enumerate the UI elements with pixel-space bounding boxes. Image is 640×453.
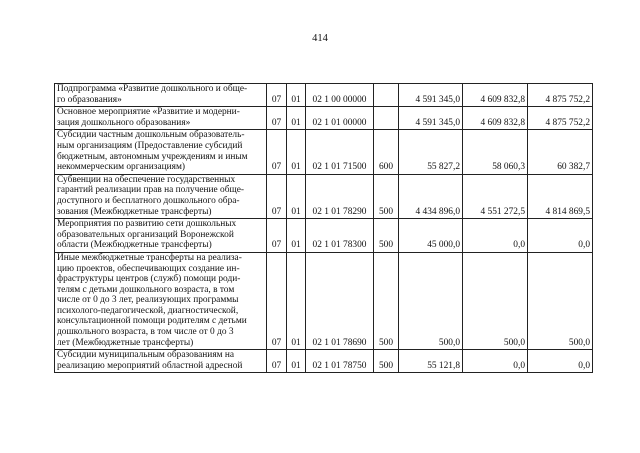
- item-name-line: Иные межбюджетные трансферты на реализа-: [57, 252, 242, 263]
- amount-year2-cell: 4 609 832,8: [463, 84, 528, 107]
- amount-year2-cell: 4 609 832,8: [463, 107, 528, 130]
- amount-year2-cell: 0,0: [463, 219, 528, 253]
- table-row: [55, 219, 593, 253]
- section-code-cell: 07: [267, 130, 287, 174]
- item-name-line: телям с детьми дошкольного возраста, в том: [57, 284, 235, 295]
- amount-year3-cell: 4 875 752,2: [528, 84, 593, 107]
- subsection-code-cell: 01: [287, 174, 306, 218]
- budget-table: [54, 83, 593, 373]
- amount-year1-cell: 55 121,8: [399, 350, 463, 373]
- item-name-line: образовательных организаций Воронежской: [57, 229, 234, 240]
- target-article-cell: 02 1 01 78690: [306, 252, 374, 349]
- amount-year3-cell: 60 382,7: [528, 130, 593, 174]
- expense-type-cell: [374, 107, 399, 130]
- item-name-line: Мероприятия по развитию сети дошкольных: [57, 219, 237, 230]
- item-name-line: бюджетным, автономным учреждениям и иным: [57, 151, 248, 162]
- section-code-cell: 07: [267, 350, 287, 373]
- table-row: [55, 84, 593, 107]
- subsection-code-cell: 01: [287, 219, 306, 253]
- section-code-cell: 07: [267, 252, 287, 349]
- item-name-line: дошкольного возраста, в том числе от 0 до 3: [57, 327, 234, 338]
- item-name-line: доступного и бесплатного дошкольного обра-: [57, 195, 240, 206]
- item-name-line: го образования»: [57, 94, 122, 105]
- expense-type-cell: 600: [374, 130, 399, 174]
- table-row: [55, 174, 593, 218]
- expense-type-cell: [374, 84, 399, 107]
- item-name-cell: [55, 174, 267, 218]
- section-code-cell: 07: [267, 84, 287, 107]
- item-name-line: фраструктуры центров (служб) помощи роди-: [57, 274, 241, 285]
- expense-type-cell: 500: [374, 174, 399, 218]
- section-code-cell: 07: [267, 107, 287, 130]
- item-name-line: зация дошкольного образования»: [57, 117, 191, 128]
- amount-year3-cell: 4 814 869,5: [528, 174, 593, 218]
- subsection-code-cell: 01: [287, 107, 306, 130]
- section-code-cell: 07: [267, 219, 287, 253]
- item-name-line: области (Межбюджетные трансферты): [57, 240, 212, 251]
- item-name-line: Подпрограмма «Развитие дошкольного и обще-: [57, 84, 248, 94]
- expense-type-cell: 500: [374, 350, 399, 373]
- amount-year2-cell: 500,0: [463, 252, 528, 349]
- amount-year1-cell: 500,0: [399, 252, 463, 349]
- subsection-code-cell: 01: [287, 350, 306, 373]
- subsection-code-cell: 01: [287, 130, 306, 174]
- item-name-line: Субвенции на обеспечение государственных: [57, 174, 236, 185]
- item-name-cell: [55, 130, 267, 174]
- amount-year2-cell: 0,0: [463, 350, 528, 373]
- target-article-cell: 02 1 01 71500: [306, 130, 374, 174]
- amount-year1-cell: 4 591 345,0: [399, 84, 463, 107]
- section-code-cell: 07: [267, 174, 287, 218]
- target-article-cell: 02 1 01 78750: [306, 350, 374, 373]
- item-name-cell: [55, 84, 267, 107]
- table-row: [55, 130, 593, 174]
- item-name-line: цию проектов, обеспечивающих создание ин-: [57, 263, 240, 274]
- amount-year1-cell: 4 434 896,0: [399, 174, 463, 218]
- target-article-cell: 02 1 01 00000: [306, 107, 374, 130]
- item-name-cell: [55, 350, 267, 373]
- table-row: [55, 107, 593, 130]
- amount-year3-cell: 0,0: [528, 350, 593, 373]
- amount-year1-cell: 45 000,0: [399, 219, 463, 253]
- table-row: [55, 350, 593, 373]
- expense-type-cell: 500: [374, 252, 399, 349]
- amount-year2-cell: 4 551 272,5: [463, 174, 528, 218]
- table-body: [55, 84, 593, 373]
- item-name-line: некоммерческим организациям): [57, 162, 186, 173]
- target-article-cell: 02 1 00 00000: [306, 84, 374, 107]
- item-name-line: консультационной помощи родителям с детьми: [57, 316, 247, 327]
- amount-year2-cell: 58 060,3: [463, 130, 528, 174]
- item-name-line: реализацию мероприятий областной адресной: [57, 360, 243, 371]
- item-name-line: числе от 0 до 3 лет, реализующих программы: [57, 295, 239, 306]
- item-name-line: психолого-педагогической, диагностической,: [57, 305, 239, 316]
- item-name-line: зования (Межбюджетные трансферты): [57, 206, 212, 217]
- amount-year1-cell: 55 827,2: [399, 130, 463, 174]
- item-name-line: ным организациям (Предоставление субсидий: [57, 140, 243, 151]
- item-name-line: Субсидии частным дошкольным образователь-: [57, 130, 245, 141]
- table-row: [55, 252, 593, 349]
- item-name-line: Основное мероприятие «Развитие и модерни-: [57, 107, 240, 118]
- item-name-line: Субсидии муниципальным образованиям на: [57, 350, 235, 361]
- subsection-code-cell: 01: [287, 84, 306, 107]
- item-name-cell: [55, 107, 267, 130]
- item-name-line: гарантий реализации прав на получение обще-: [57, 185, 244, 196]
- amount-year3-cell: 500,0: [528, 252, 593, 349]
- amount-year3-cell: 0,0: [528, 219, 593, 253]
- target-article-cell: 02 1 01 78300: [306, 219, 374, 253]
- target-article-cell: 02 1 01 78290: [306, 174, 374, 218]
- subsection-code-cell: 01: [287, 252, 306, 349]
- item-name-cell: [55, 219, 267, 253]
- item-name-line: лет (Межбюджетные трансферты): [57, 337, 194, 348]
- page-number: 414: [312, 33, 328, 44]
- expense-type-cell: 500: [374, 219, 399, 253]
- amount-year3-cell: 4 875 752,2: [528, 107, 593, 130]
- item-name-cell: [55, 252, 267, 349]
- amount-year1-cell: 4 591 345,0: [399, 107, 463, 130]
